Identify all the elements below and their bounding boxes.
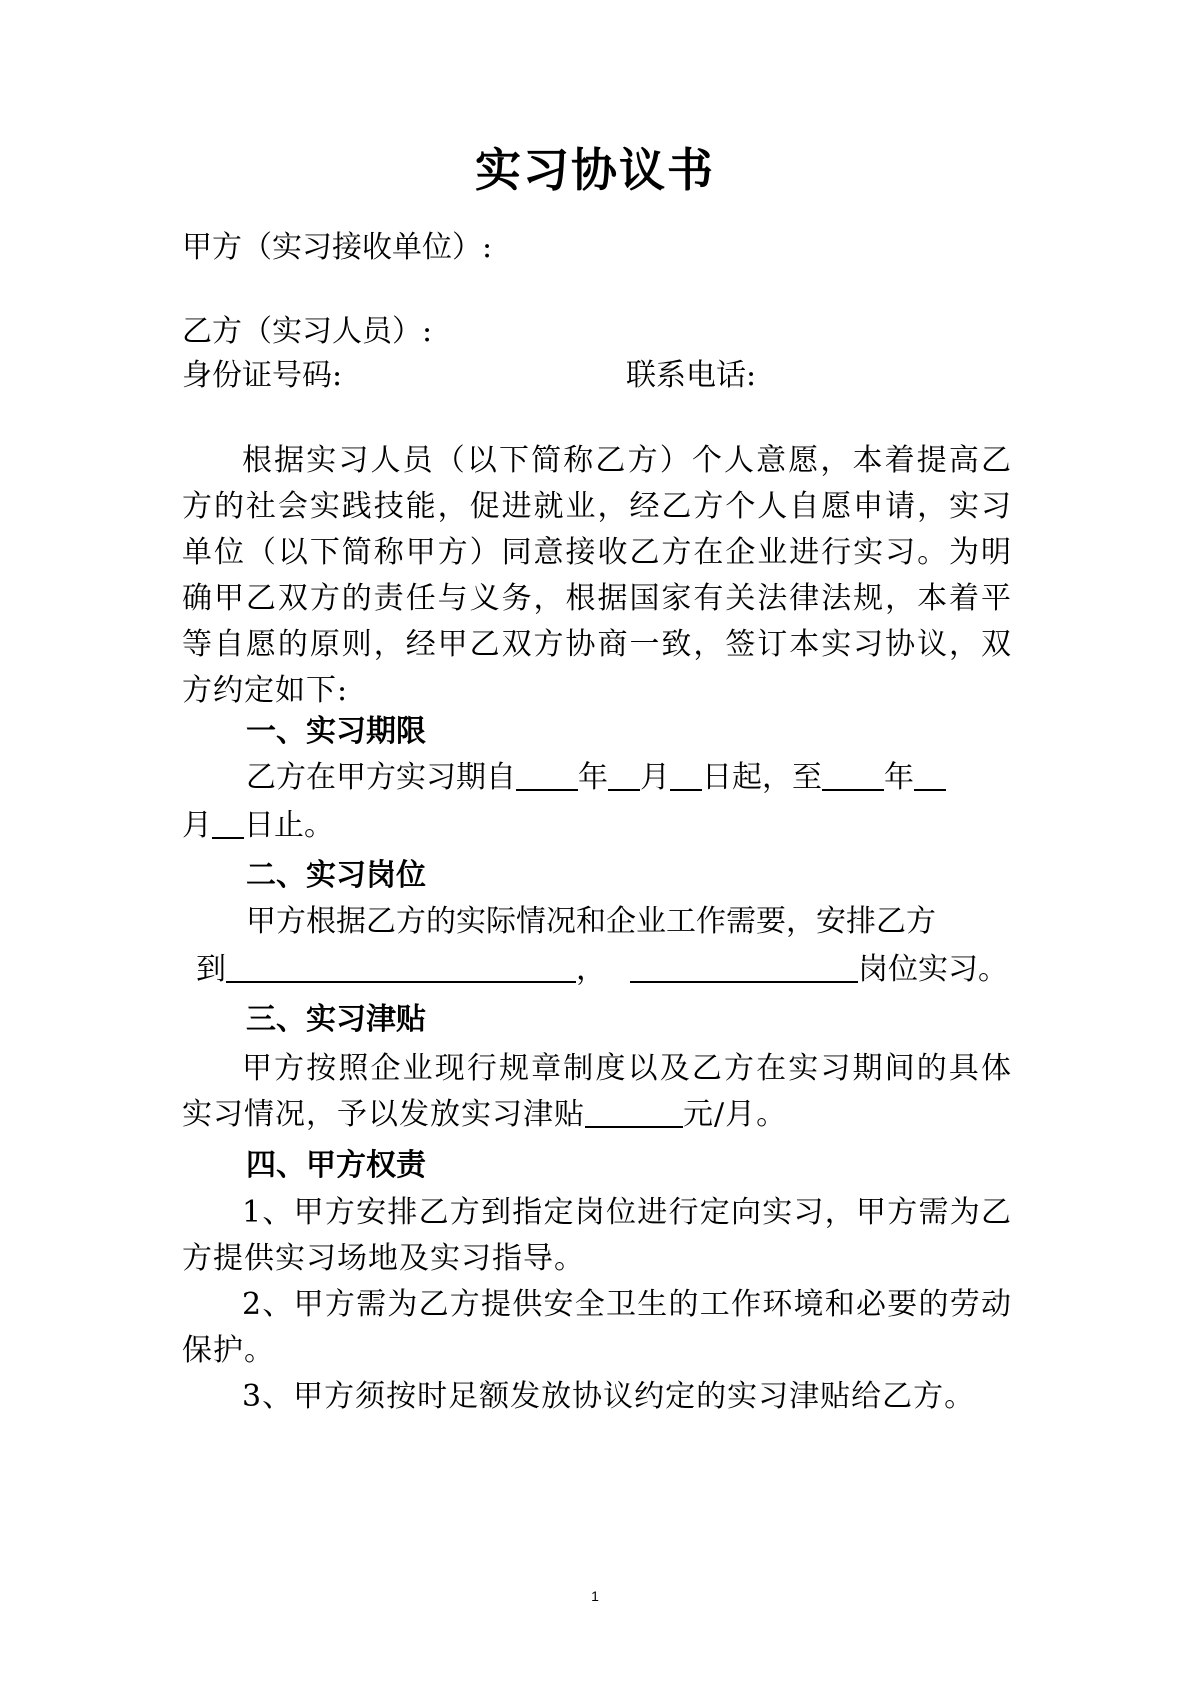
- section1-line1: [246, 758, 1076, 798]
- position-blank: [630, 951, 858, 983]
- section2-heading: 二、实习岗位: [246, 858, 426, 893]
- section3-unit: 元/月。: [683, 1097, 788, 1132]
- section3-paragraph: [182, 1046, 1012, 1138]
- party-a-label: 甲方（实习接收单位）:: [182, 230, 493, 265]
- section1-text1: 乙方在甲方实习期自: [246, 760, 516, 795]
- section2-text1: 到: [196, 952, 226, 987]
- phone-label: 联系电话:: [626, 358, 757, 393]
- section1-text5: 年: [884, 760, 914, 795]
- end-year-blank: [822, 759, 884, 791]
- start-year-blank: [516, 759, 578, 791]
- id-number-label: 身份证号码:: [182, 358, 343, 393]
- section2-text: 甲方根据乙方的实际情况和企业工作需要，安排乙方: [246, 904, 936, 939]
- section1-text4: 日起，至: [702, 760, 822, 795]
- page-number: 1: [591, 1588, 599, 1604]
- section1-text2: 年: [578, 760, 608, 795]
- section2-line2: [196, 950, 1026, 990]
- end-month-blank: [914, 759, 946, 791]
- section4-item-2: 2、甲方需为乙方提供安全卫生的工作环境和必要的劳动保护。: [182, 1287, 1012, 1368]
- intro-paragraph: 根据实习人员（以下简称乙方）个人意愿，本着提高乙方的社会实践技能，促进就业，经乙方个人自愿申请，实习单位（以下简称甲方）同意接收乙方在企业进行实习。为明确甲乙双方的责任与义务，根据国家有关法律法规，本着平等自愿的原则，经甲乙双方协商一致，签订本实习协议，双方约定如下:: [182, 443, 1012, 708]
- section2-text3: 岗位实习。: [858, 952, 1008, 987]
- document-title: 实习协议书: [475, 143, 715, 197]
- section1-text3: 月: [640, 760, 670, 795]
- department-blank: [226, 951, 576, 983]
- section4-item-1: 1、甲方安排乙方到指定岗位进行定向实习，甲方需为乙方提供实习场地及实习指导。: [182, 1195, 1012, 1276]
- start-day-blank: [670, 759, 702, 791]
- section1-line2: [182, 806, 1012, 846]
- allowance-blank: [585, 1096, 683, 1128]
- section1-text7: 日止。: [244, 808, 334, 843]
- section1-text6: 月: [182, 808, 212, 843]
- start-month-blank: [608, 759, 640, 791]
- section3-text: 甲方按照企业现行规章制度以及乙方在实习期间的具体实习情况，予以发放实习津贴: [182, 1051, 1012, 1132]
- section4-heading: 四、甲方权责: [246, 1148, 426, 1183]
- section3-heading: 三、实习津贴: [246, 1002, 426, 1037]
- section1-heading: 一、实习期限: [246, 714, 426, 749]
- section4-item-3: 3、甲方须按时足额发放协议约定的实习津贴给乙方。: [242, 1379, 976, 1414]
- party-b-label: 乙方（实习人员）:: [182, 314, 433, 349]
- end-day-blank: [212, 807, 244, 839]
- section2-text2: ，: [576, 952, 606, 987]
